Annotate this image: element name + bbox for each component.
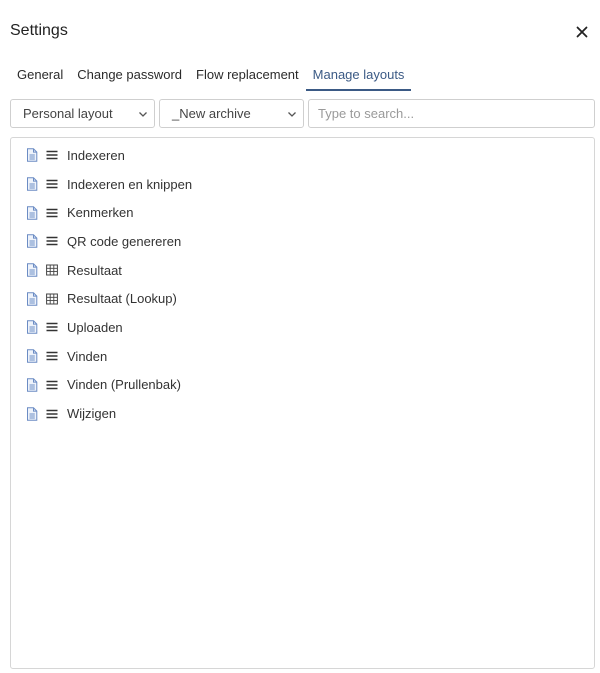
layouts-toolbar [10, 99, 594, 128]
settings-tabs [10, 62, 411, 91]
dialog-title: Settings [10, 22, 68, 39]
list-item[interactable] [11, 342, 594, 371]
layout-type-select[interactable] [10, 99, 155, 128]
document-icon [26, 320, 38, 334]
list-item[interactable] [11, 170, 594, 199]
archive-select[interactable] [159, 99, 304, 128]
table-icon [46, 293, 58, 305]
list-item[interactable] [11, 141, 594, 170]
list-icon [46, 149, 58, 161]
search-input[interactable] [308, 99, 595, 128]
document-icon [26, 177, 38, 191]
tab-flow-replacement[interactable]: Flow replacement [196, 67, 299, 82]
document-icon [26, 206, 38, 220]
document-icon [26, 234, 38, 248]
tab-manage-layouts[interactable]: Manage layouts [306, 62, 412, 91]
list-item-label: Indexeren en knippen [67, 176, 193, 192]
list-icon [46, 379, 58, 391]
list-icon [46, 350, 58, 362]
document-icon [26, 263, 38, 277]
list-item-label: Resultaat (Lookup) [67, 291, 177, 307]
list-icon [46, 408, 58, 420]
list-item-label: Resultaat [67, 262, 122, 278]
list-item[interactable] [11, 256, 594, 285]
layouts-list [10, 137, 595, 669]
tab-general[interactable]: General [17, 67, 64, 82]
document-icon [26, 349, 38, 363]
document-icon [26, 148, 38, 162]
list-item-label: Kenmerken [67, 205, 134, 221]
list-item[interactable] [11, 313, 594, 342]
list-item[interactable] [11, 399, 594, 428]
list-item[interactable] [11, 198, 594, 227]
list-item[interactable] [11, 284, 594, 313]
table-icon [46, 264, 58, 276]
document-icon [26, 378, 38, 392]
list-icon [46, 235, 58, 247]
list-item-label: Vinden (Prullenbak) [67, 377, 181, 393]
tab-change-password[interactable]: Change password [77, 67, 183, 82]
list-icon [46, 321, 58, 333]
chevron-down-icon [138, 110, 148, 118]
archive-value: _New archive [172, 106, 251, 121]
list-item[interactable] [11, 371, 594, 400]
list-item[interactable] [11, 227, 594, 256]
document-icon [26, 292, 38, 306]
list-item-label: Wijzigen [67, 406, 117, 422]
list-icon [46, 207, 58, 219]
list-item-label: Indexeren [67, 147, 125, 163]
list-icon [46, 178, 58, 190]
list-item-label: Uploaden [67, 319, 123, 335]
layout-type-value: Personal layout [23, 106, 113, 121]
document-icon [26, 407, 38, 421]
close-icon[interactable] [574, 24, 590, 40]
list-item-label: QR code genereren [67, 233, 182, 249]
list-item-label: Vinden [67, 348, 108, 364]
chevron-down-icon [287, 110, 297, 118]
